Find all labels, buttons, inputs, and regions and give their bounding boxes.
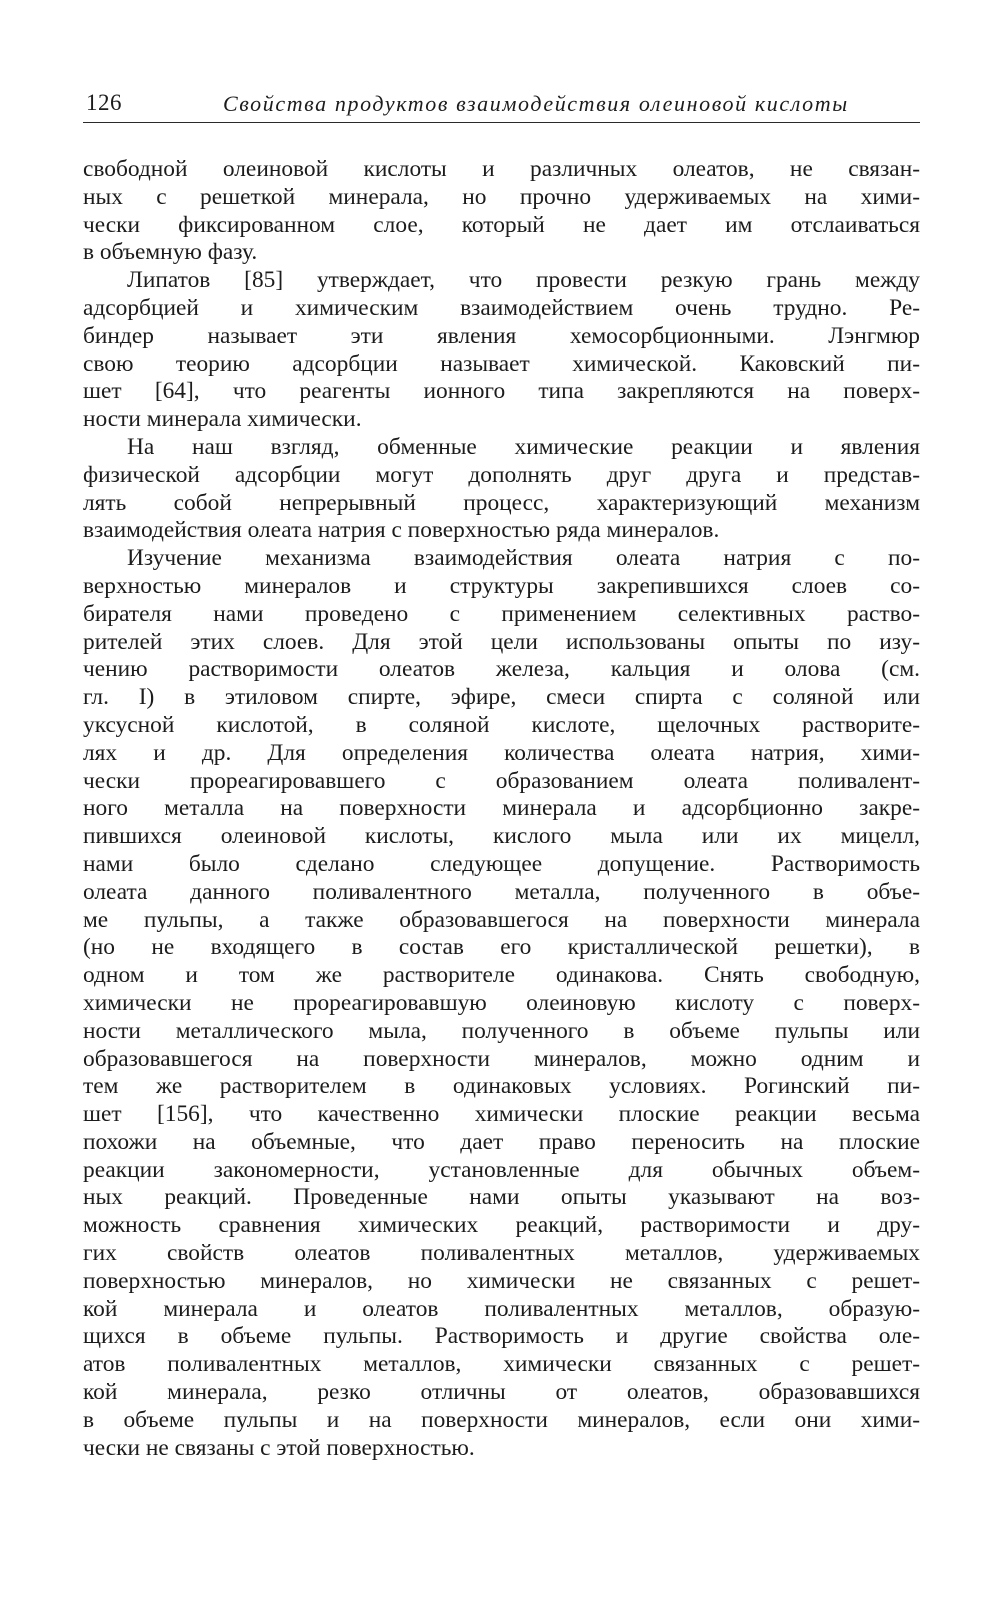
paragraph-2 xyxy=(83,267,920,434)
text-line: ности металлического мыла, полученного в объеме пульпы или xyxy=(83,1017,920,1044)
text-line: чески не связаны с этой поверхностью. xyxy=(83,1434,475,1461)
text-line: Липатов [85] утверждает, что провести резкую грань между xyxy=(127,267,920,294)
text-line: шет [64], что реагенты ионного типа закрепляются на поверх- xyxy=(83,378,920,405)
text-line: бирателя нами проведено с применением селективных раство- xyxy=(83,600,920,627)
text-line: ных реакций. Проведенные нами опыты указывают на воз- xyxy=(83,1184,920,1211)
text-line: чески фиксированном слое, который не дает им отслаиваться xyxy=(83,211,920,238)
paragraph-4 xyxy=(83,545,920,1462)
text-line: лях и др. Для определения количества олеата натрия, хими- xyxy=(83,739,920,766)
text-line: Изучение механизма взаимодействия олеата натрия с по- xyxy=(127,545,920,572)
text-line: свою теорию адсорбции называет химической. Каковский пи- xyxy=(83,350,920,377)
text-line: ме пульпы, а также образовавшегося на поверхности минерала xyxy=(83,906,920,933)
text-line: в объеме пульпы и на поверхности минералов, если они хими- xyxy=(83,1406,920,1433)
text-line: адсорбцией и химическим взаимодействием очень трудно. Ре- xyxy=(83,294,920,321)
running-title: Свойства продуктов взаимодействия олеиновой кислоты xyxy=(223,91,849,116)
text-line: кой минерала и олеатов поливалентных металлов, образую- xyxy=(83,1295,920,1322)
text-line: На наш взгляд, обменные химические реакции и явления xyxy=(127,433,920,460)
text-line: похожи на объемные, что дает право переносить на плоские xyxy=(83,1128,920,1155)
text-line: атов поливалентных металлов, химически связанных с решет- xyxy=(83,1351,920,1378)
text-line: (но не входящего в состав его кристаллической решетки), в xyxy=(83,934,920,961)
text-line: гих свойств олеатов поливалентных металлов, удерживаемых xyxy=(83,1240,920,1267)
text-line: можность сравнения химических реакций, растворимости и дру- xyxy=(83,1212,920,1239)
text-line: химически не прореагировавшую олеиновую кислоту с поверх- xyxy=(83,989,920,1016)
running-head xyxy=(83,88,920,123)
text-line: ных с решеткой минерала, но прочно удерживаемых на хими- xyxy=(83,183,920,210)
text-line: поверхностью минералов, но химически не связанных с решет- xyxy=(83,1267,920,1294)
text-line: ного металла на поверхности минерала и адсорбционно закре- xyxy=(83,795,920,822)
text-line: верхностью минералов и структуры закрепившихся слоев со- xyxy=(83,572,920,599)
text-line: кой минерала, резко отличны от олеатов, образовавшихся xyxy=(83,1379,920,1406)
text-line: рителей этих слоев. Для этой цели использованы опыты по изу- xyxy=(83,628,920,655)
text-line: образовавшегося на поверхности минералов, можно одним и xyxy=(83,1045,920,1072)
text-line: щихся в объеме пульпы. Растворимость и другие свойства оле- xyxy=(83,1323,920,1350)
text-line: тем же растворителем в одинаковых условиях. Рогинский пи- xyxy=(83,1073,920,1100)
text-line: взаимодействия олеата натрия с поверхностью ряда минералов. xyxy=(83,517,720,544)
body-text xyxy=(83,156,920,1462)
text-line: лять собой непрерывный процесс, характеризующий механизм xyxy=(83,489,920,516)
paragraph-1 xyxy=(83,156,920,267)
text-line: уксусной кислотой, в соляной кислоте, щелочных растворите- xyxy=(83,711,920,738)
text-line: олеата данного поливалентного металла, полученного в объе- xyxy=(83,878,920,905)
text-line: нами было сделано следующее допущение. Растворимость xyxy=(83,850,920,877)
text-line: чески прореагировавшего с образованием олеата поливалент- xyxy=(83,767,920,794)
text-line: одном и том же растворителе одинакова. Снять свободную, xyxy=(83,962,920,989)
paragraph-3 xyxy=(83,434,920,545)
text-line: свободной олеиновой кислоты и различных олеатов, не связан- xyxy=(83,156,920,182)
text-line: гл. I) в этиловом спирте, эфире, смеси спирта с соляной или xyxy=(83,684,920,711)
page-number: 126 xyxy=(86,90,122,115)
text-line: реакции закономерности, установленные для обычных объем- xyxy=(83,1156,920,1183)
text-line: в объемную фазу. xyxy=(83,239,258,266)
text-line: ности минерала химически. xyxy=(83,406,362,433)
text-line: чению растворимости олеатов железа, кальция и олова (см. xyxy=(83,656,920,683)
text-line: пившихся олеиновой кислоты, кислого мыла или их мицелл, xyxy=(83,823,920,850)
text-line: физической адсорбции могут дополнять друг друга и представ- xyxy=(83,461,920,488)
text-line: шет [156], что качественно химически плоские реакции весьма xyxy=(83,1101,920,1128)
text-line: биндер называет эти явления хемосорбционными. Лэнгмюр xyxy=(83,322,920,349)
